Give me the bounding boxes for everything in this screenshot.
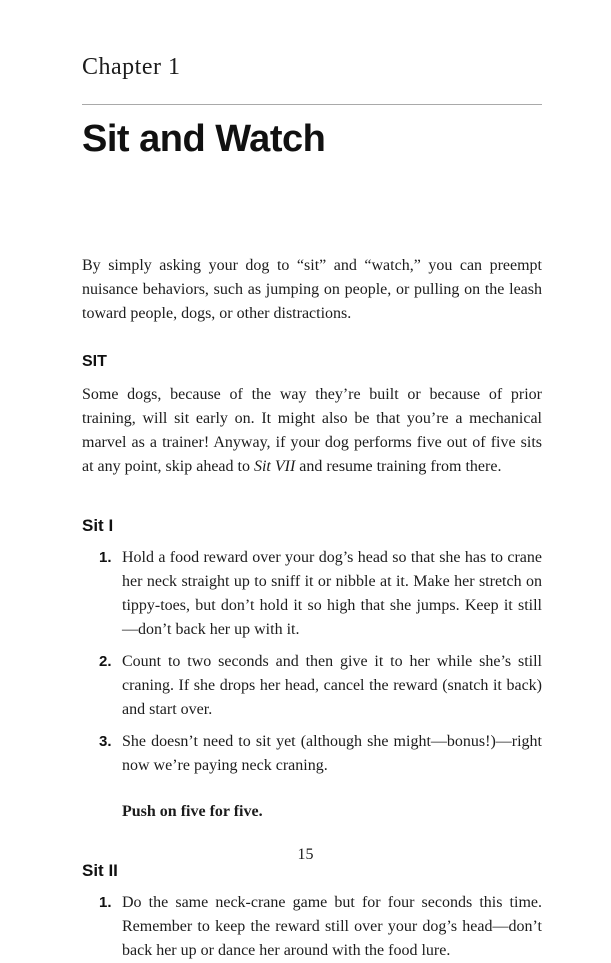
sit-paragraph-text: Some dogs, because of the way they’re built or because of prior training, will sit early on. It might also be that you’re a mechanical marvel as a trainer! Anyway, if your dog performs five out of five sits at any point, skip ahead to xyxy=(82,386,542,475)
text-column xyxy=(82,0,542,963)
list-item xyxy=(82,546,542,642)
sit-1-list xyxy=(82,546,542,778)
sit-paragraph xyxy=(82,383,542,479)
list-item-number: 3. xyxy=(99,733,112,750)
sub-heading-sit-1: Sit I xyxy=(82,516,114,535)
page-number: 15 xyxy=(297,846,314,863)
list-item-text: She doesn’t need to sit yet (although she might—bonus!)—right now we’re paying neck craning. xyxy=(122,733,542,774)
list-item-text: Count to two seconds and then give it to her while she’s still craning. If she drops her head, cancel the reward (snatch it back) and start over. xyxy=(122,653,542,718)
divider-rule xyxy=(82,104,542,105)
list-item-text: Do the same neck-crane game but for four seconds this time. Remember to keep the reward still over your dog’s head—don’t back her up or dance her around with the food lure. xyxy=(122,894,542,959)
sit-vii-reference: Sit VII xyxy=(253,458,296,475)
list-item-number: 2. xyxy=(99,653,112,670)
list-item xyxy=(82,891,542,963)
list-item-text: Hold a food reward over your dog’s head so that she has to crane her neck straight up to sniff it or nibble at it. Make her stretch on tippy-toes, but don’t hold it so high that she jumps. Keep it still—don’t back her up with it. xyxy=(122,549,542,638)
list-item xyxy=(82,730,542,778)
page-title: Sit and Watch xyxy=(82,118,326,160)
list-item-number: 1. xyxy=(99,549,112,566)
sub-heading-sit-2: Sit II xyxy=(82,861,118,880)
list-item-number: 1. xyxy=(99,894,112,911)
intro-paragraph: By simply asking your dog to “sit” and “watch,” you can preempt nuisance behaviors, such as jumping on people, or pulling on the leash toward people, dogs, or other distractions. xyxy=(82,257,542,322)
push-note: Push on five for five. xyxy=(122,803,263,820)
sit-2-list xyxy=(82,891,542,963)
sit-paragraph-text-end: and resume training from there. xyxy=(295,458,502,475)
section-heading-sit: SIT xyxy=(82,353,107,370)
chapter-label: Chapter 1 xyxy=(82,54,181,80)
list-item xyxy=(82,650,542,722)
